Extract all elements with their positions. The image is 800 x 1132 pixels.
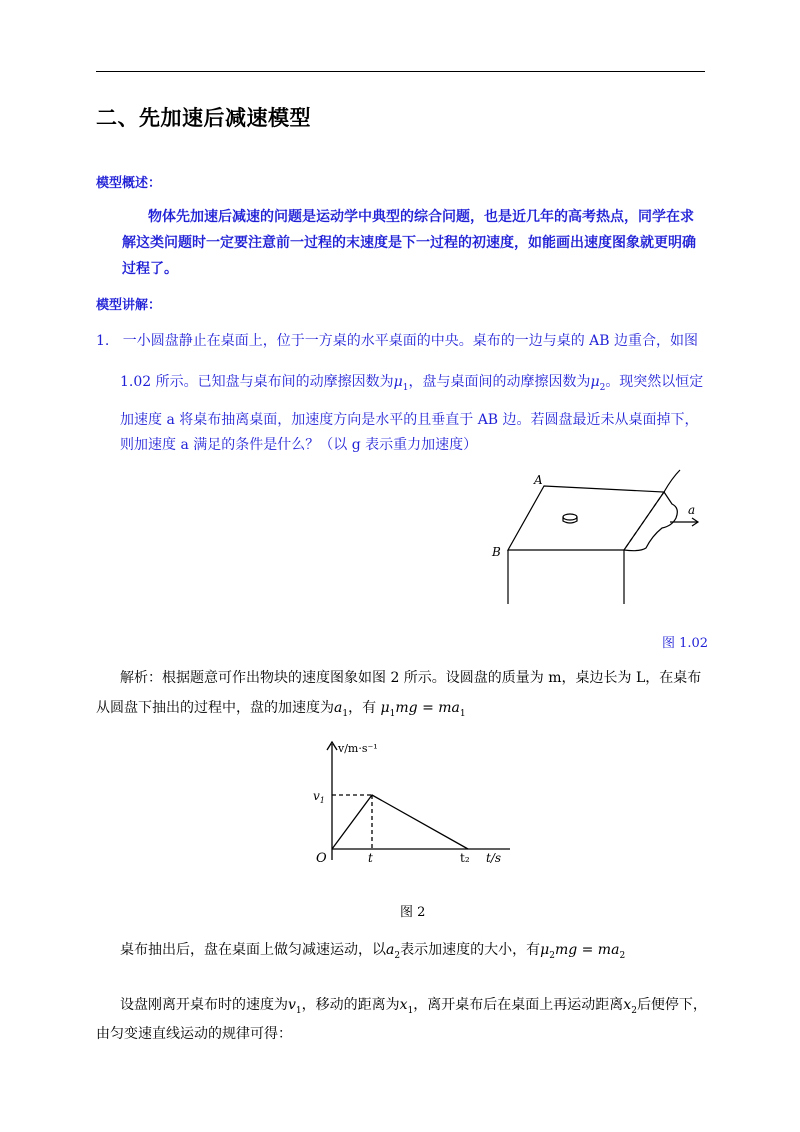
velocity-line [332,795,468,849]
x1-symbol: $x_1$ [399,997,414,1016]
t1-label: t [368,851,373,865]
v1-symbol: $v_1$ [288,997,302,1016]
solution-text-2a: 从圆盘下抽出的过程中，盘的加速度为 [96,700,334,716]
problem-text-1: 一小圆盘静止在桌面上，位于一方桌的水平桌面的中央。桌布的一边与桌的 AB 边重合，如图 [122,333,699,349]
para3-text-a: 设盘刚离开桌布时的速度为 [120,997,288,1013]
solution-line-2 [96,697,466,719]
problem-number: 1. [96,333,110,349]
disk-top [563,514,577,520]
label-b: B [492,545,501,559]
overview-heading: 模型概述： [96,176,162,191]
problem-line-1 [96,330,698,350]
section-title: 二、先加速后减速模型 [96,106,311,130]
x2-symbol: $x_2$ [623,997,637,1016]
paragraph-2 [120,939,625,961]
mu1-symbol: $\mu_1$ [393,374,409,393]
problem-text-2b: ，盘与桌面间的动摩擦因数为 [408,374,591,390]
t2-label: t₂ [460,851,470,865]
cloth-edge-top [664,470,680,492]
a1-symbol: $a_1$ [334,700,349,719]
figure2-caption: 图 2 [400,905,426,920]
overview-line-2: 解这类问题时一定要注意前一过程的末速度是下一过程的初速度，如能画出速度图象就更明确 [122,235,696,251]
paragraph-3-line-2: 由匀变速直线运动的规律可得： [96,1026,292,1042]
cloth-drape [624,492,677,551]
para3-text-c: ，离开桌布后在桌面上再运动距离 [413,997,624,1013]
problem-text-2a: 1.02 所示。已知盘与桌布间的动摩擦因数为 [120,374,394,390]
explain-heading: 模型讲解： [96,298,162,313]
para3-text-d: 后便停下， [636,997,707,1013]
figure1-caption: 图 1.02 [662,636,709,651]
overview-line-3: 过程了。 [122,261,178,277]
top-rule [96,71,705,72]
problem-line-3: 加速度 a 将桌布抽离桌面，加速度方向是水平的且垂直于 AB 边。若圆盘最近未从桌面掉下， [120,412,699,428]
v1-label: $v_1$ [313,789,325,805]
para2-text-b: 表示加速度的大小，有 [400,942,541,958]
cloth-fold-dashed [624,492,664,550]
y-axis-label: v/m·s⁻¹ [338,742,378,755]
x-axis-label: t/s [486,851,502,865]
problem-text-2c: 。现突然以恒定 [605,374,704,390]
equation-2: $\mu_2mg = ma_2$ [540,942,626,961]
solution-line-1: 解析：根据题意可作出物块的速度图象如图 2 所示。设圆盘的质量为 m，桌边长为 L，在桌布 [120,670,702,686]
label-a: A [534,473,543,487]
para3-text-b: ，移动的距离为 [301,997,400,1013]
overview-line-1: 物体先加速后减速的问题是运动学中典型的综合问题，也是近几年的高考热点，同学在求 [148,209,694,225]
solution-text-2b: ，有 [348,700,377,716]
paragraph-3-line-1 [120,994,707,1016]
table-top [508,486,664,550]
equation-1: $\mu_1mg = ma_1$ [380,700,466,719]
problem-line-2 [120,371,703,393]
table-figure [484,464,704,609]
velocity-graph [310,738,520,870]
problem-line-4: 则加速度 a 满足的条件是什么？（以 g 表示重力加速度） [120,437,478,453]
arrow-label: a [688,503,696,517]
a2-symbol: $a_2$ [386,942,401,961]
origin-label: O [316,851,327,866]
mu2-symbol: $\mu_2$ [590,374,606,393]
para2-text-a: 桌布抽出后，盘在桌面上做匀减速运动，以 [120,942,386,958]
